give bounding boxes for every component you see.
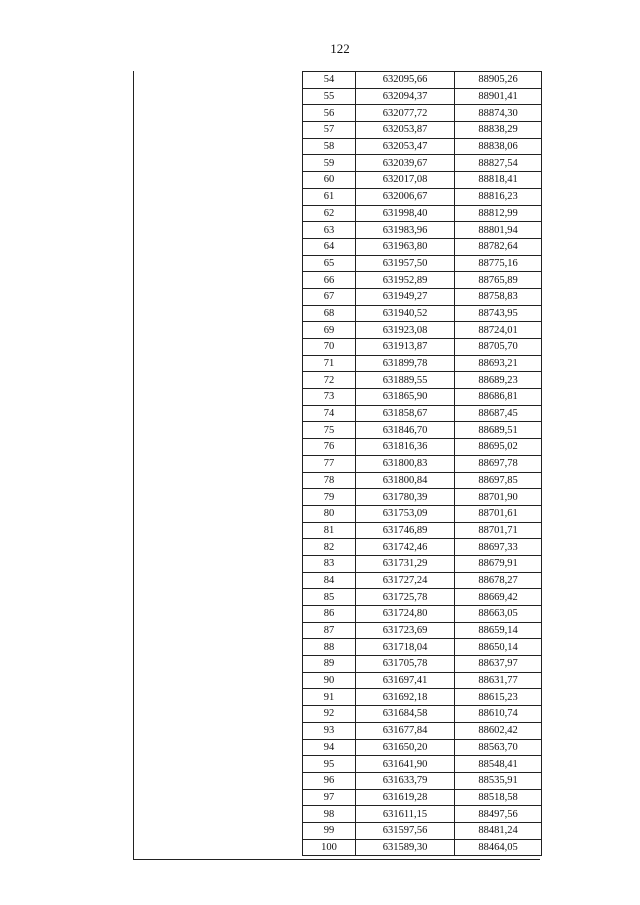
table-row (303, 188, 542, 205)
y-coordinate-cell: 88669,42 (455, 589, 542, 606)
page-number: 122 (330, 41, 350, 56)
table-row (303, 138, 542, 155)
point-number-cell: 69 (303, 322, 356, 339)
y-coordinate-cell: 88563,70 (455, 739, 542, 756)
table-row (303, 339, 542, 356)
x-coordinate-cell: 631983,96 (356, 222, 455, 239)
y-coordinate-cell: 88535,91 (455, 772, 542, 789)
y-coordinate-cell: 88695,02 (455, 439, 542, 456)
table-row (303, 305, 542, 322)
y-coordinate-cell: 88901,41 (455, 88, 542, 105)
y-coordinate-cell: 88801,94 (455, 222, 542, 239)
x-coordinate-cell: 632006,67 (356, 188, 455, 205)
x-coordinate-cell: 631940,52 (356, 305, 455, 322)
x-coordinate-cell: 631923,08 (356, 322, 455, 339)
x-coordinate-cell: 631780,39 (356, 489, 455, 506)
y-coordinate-cell: 88518,58 (455, 789, 542, 806)
x-coordinate-cell: 631963,80 (356, 238, 455, 255)
table-row (303, 806, 542, 823)
y-coordinate-cell: 88905,26 (455, 72, 542, 89)
x-coordinate-cell: 631865,90 (356, 389, 455, 406)
y-coordinate-cell: 88782,64 (455, 238, 542, 255)
y-coordinate-cell: 88481,24 (455, 822, 542, 839)
table-row (303, 722, 542, 739)
table-row (303, 622, 542, 639)
point-number-cell: 71 (303, 355, 356, 372)
table-row (303, 322, 542, 339)
point-number-cell: 57 (303, 122, 356, 139)
x-coordinate-cell: 631727,24 (356, 572, 455, 589)
point-number-cell: 75 (303, 422, 356, 439)
point-number-cell: 55 (303, 88, 356, 105)
y-coordinate-cell: 88827,54 (455, 155, 542, 172)
table-row (303, 656, 542, 673)
table-row (303, 372, 542, 389)
x-coordinate-cell: 631800,84 (356, 472, 455, 489)
x-coordinate-cell: 631800,83 (356, 455, 455, 472)
y-coordinate-cell: 88818,41 (455, 172, 542, 189)
x-coordinate-cell: 631597,56 (356, 822, 455, 839)
x-coordinate-cell: 631650,20 (356, 739, 455, 756)
point-number-cell: 87 (303, 622, 356, 639)
y-coordinate-cell: 88812,99 (455, 205, 542, 222)
x-coordinate-cell: 631619,28 (356, 789, 455, 806)
point-number-cell: 96 (303, 772, 356, 789)
point-number-cell: 88 (303, 639, 356, 656)
x-coordinate-cell: 632095,66 (356, 72, 455, 89)
y-coordinate-cell: 88650,14 (455, 639, 542, 656)
table-row (303, 172, 542, 189)
point-number-cell: 93 (303, 722, 356, 739)
point-number-cell: 72 (303, 372, 356, 389)
x-coordinate-cell: 631692,18 (356, 689, 455, 706)
y-coordinate-cell: 88610,74 (455, 706, 542, 723)
y-coordinate-cell: 88689,51 (455, 422, 542, 439)
point-number-cell: 64 (303, 238, 356, 255)
x-coordinate-cell: 631949,27 (356, 288, 455, 305)
point-number-cell: 67 (303, 288, 356, 305)
x-coordinate-cell: 631957,50 (356, 255, 455, 272)
point-number-cell: 82 (303, 539, 356, 556)
table-row (303, 205, 542, 222)
y-coordinate-cell: 88497,56 (455, 806, 542, 823)
y-coordinate-cell: 88697,33 (455, 539, 542, 556)
point-number-cell: 99 (303, 822, 356, 839)
x-coordinate-cell: 631723,69 (356, 622, 455, 639)
x-coordinate-cell: 631846,70 (356, 422, 455, 439)
point-number-cell: 95 (303, 756, 356, 773)
table-row (303, 405, 542, 422)
point-number-cell: 59 (303, 155, 356, 172)
x-coordinate-cell: 631858,67 (356, 405, 455, 422)
point-number-cell: 83 (303, 555, 356, 572)
y-coordinate-cell: 88686,81 (455, 389, 542, 406)
y-coordinate-cell: 88679,91 (455, 555, 542, 572)
table-row (303, 122, 542, 139)
x-coordinate-cell: 631718,04 (356, 639, 455, 656)
y-coordinate-cell: 88758,83 (455, 288, 542, 305)
x-coordinate-cell: 631697,41 (356, 672, 455, 689)
point-number-cell: 98 (303, 806, 356, 823)
point-number-cell: 78 (303, 472, 356, 489)
x-coordinate-cell: 631816,36 (356, 439, 455, 456)
x-coordinate-cell: 631952,89 (356, 272, 455, 289)
x-coordinate-cell: 631746,89 (356, 522, 455, 539)
table-row (303, 522, 542, 539)
y-coordinate-cell: 88705,70 (455, 339, 542, 356)
x-coordinate-cell: 631684,58 (356, 706, 455, 723)
table-row (303, 455, 542, 472)
table-row (303, 422, 542, 439)
y-coordinate-cell: 88659,14 (455, 622, 542, 639)
table-row (303, 288, 542, 305)
table-row (303, 72, 542, 89)
x-coordinate-cell: 632094,37 (356, 88, 455, 105)
x-coordinate-cell: 632039,67 (356, 155, 455, 172)
y-coordinate-cell: 88697,78 (455, 455, 542, 472)
table-row (303, 472, 542, 489)
y-coordinate-cell: 88689,23 (455, 372, 542, 389)
point-number-cell: 85 (303, 589, 356, 606)
point-number-cell: 81 (303, 522, 356, 539)
y-coordinate-cell: 88743,95 (455, 305, 542, 322)
table-row (303, 789, 542, 806)
table-row (303, 606, 542, 623)
x-coordinate-cell: 631677,84 (356, 722, 455, 739)
y-coordinate-cell: 88637,97 (455, 656, 542, 673)
y-coordinate-cell: 88765,89 (455, 272, 542, 289)
y-coordinate-cell: 88631,77 (455, 672, 542, 689)
table-row (303, 589, 542, 606)
point-number-cell: 89 (303, 656, 356, 673)
point-number-cell: 77 (303, 455, 356, 472)
y-coordinate-cell: 88724,01 (455, 322, 542, 339)
x-coordinate-cell: 632077,72 (356, 105, 455, 122)
x-coordinate-cell: 632053,47 (356, 138, 455, 155)
point-number-cell: 74 (303, 405, 356, 422)
table-row (303, 689, 542, 706)
point-number-cell: 73 (303, 389, 356, 406)
point-number-cell: 56 (303, 105, 356, 122)
x-coordinate-cell: 631705,78 (356, 656, 455, 673)
point-number-cell: 66 (303, 272, 356, 289)
table-row (303, 756, 542, 773)
table-row (303, 222, 542, 239)
point-number-cell: 60 (303, 172, 356, 189)
x-coordinate-cell: 632053,87 (356, 122, 455, 139)
point-number-cell: 62 (303, 205, 356, 222)
table-row (303, 389, 542, 406)
point-number-cell: 80 (303, 505, 356, 522)
y-coordinate-cell: 88693,21 (455, 355, 542, 372)
point-number-cell: 61 (303, 188, 356, 205)
y-coordinate-cell: 88775,16 (455, 255, 542, 272)
x-coordinate-cell: 631633,79 (356, 772, 455, 789)
x-coordinate-cell: 631589,30 (356, 839, 455, 856)
y-coordinate-cell: 88816,23 (455, 188, 542, 205)
x-coordinate-cell: 631725,78 (356, 589, 455, 606)
table-row (303, 772, 542, 789)
y-coordinate-cell: 88838,06 (455, 138, 542, 155)
table-row (303, 822, 542, 839)
coordinates-table-body (303, 72, 542, 856)
coordinates-table (302, 71, 542, 856)
point-number-cell: 86 (303, 606, 356, 623)
table-row (303, 639, 542, 656)
point-number-cell: 63 (303, 222, 356, 239)
x-coordinate-cell: 631889,55 (356, 372, 455, 389)
point-number-cell: 92 (303, 706, 356, 723)
y-coordinate-cell: 88678,27 (455, 572, 542, 589)
table-row (303, 439, 542, 456)
table-row (303, 272, 542, 289)
table-row (303, 489, 542, 506)
table-row (303, 539, 542, 556)
point-number-cell: 58 (303, 138, 356, 155)
x-coordinate-cell: 631899,78 (356, 355, 455, 372)
point-number-cell: 91 (303, 689, 356, 706)
y-coordinate-cell: 88874,30 (455, 105, 542, 122)
x-coordinate-cell: 631641,90 (356, 756, 455, 773)
x-coordinate-cell: 631753,09 (356, 505, 455, 522)
y-coordinate-cell: 88548,41 (455, 756, 542, 773)
point-number-cell: 97 (303, 789, 356, 806)
point-number-cell: 84 (303, 572, 356, 589)
table-row (303, 105, 542, 122)
point-number-cell: 65 (303, 255, 356, 272)
point-number-cell: 70 (303, 339, 356, 356)
y-coordinate-cell: 88663,05 (455, 606, 542, 623)
y-coordinate-cell: 88701,90 (455, 489, 542, 506)
table-row (303, 255, 542, 272)
x-coordinate-cell: 631913,87 (356, 339, 455, 356)
y-coordinate-cell: 88697,85 (455, 472, 542, 489)
table-row (303, 572, 542, 589)
x-coordinate-cell: 631998,40 (356, 205, 455, 222)
point-number-cell: 68 (303, 305, 356, 322)
table-row (303, 706, 542, 723)
table-row (303, 839, 542, 856)
table-row (303, 555, 542, 572)
x-coordinate-cell: 631731,29 (356, 555, 455, 572)
x-coordinate-cell: 631724,80 (356, 606, 455, 623)
table-row (303, 672, 542, 689)
table-row (303, 505, 542, 522)
y-coordinate-cell: 88701,61 (455, 505, 542, 522)
point-number-cell: 90 (303, 672, 356, 689)
point-number-cell: 94 (303, 739, 356, 756)
table-row (303, 238, 542, 255)
point-number-cell: 54 (303, 72, 356, 89)
y-coordinate-cell: 88838,29 (455, 122, 542, 139)
y-coordinate-cell: 88687,45 (455, 405, 542, 422)
x-coordinate-cell: 631742,46 (356, 539, 455, 556)
y-coordinate-cell: 88701,71 (455, 522, 542, 539)
point-number-cell: 76 (303, 439, 356, 456)
table-row (303, 155, 542, 172)
table-row (303, 355, 542, 372)
point-number-cell: 100 (303, 839, 356, 856)
y-coordinate-cell: 88615,23 (455, 689, 542, 706)
point-number-cell: 79 (303, 489, 356, 506)
table-row (303, 739, 542, 756)
table-row (303, 88, 542, 105)
y-coordinate-cell: 88464,05 (455, 839, 542, 856)
x-coordinate-cell: 631611,15 (356, 806, 455, 823)
y-coordinate-cell: 88602,42 (455, 722, 542, 739)
x-coordinate-cell: 632017,08 (356, 172, 455, 189)
